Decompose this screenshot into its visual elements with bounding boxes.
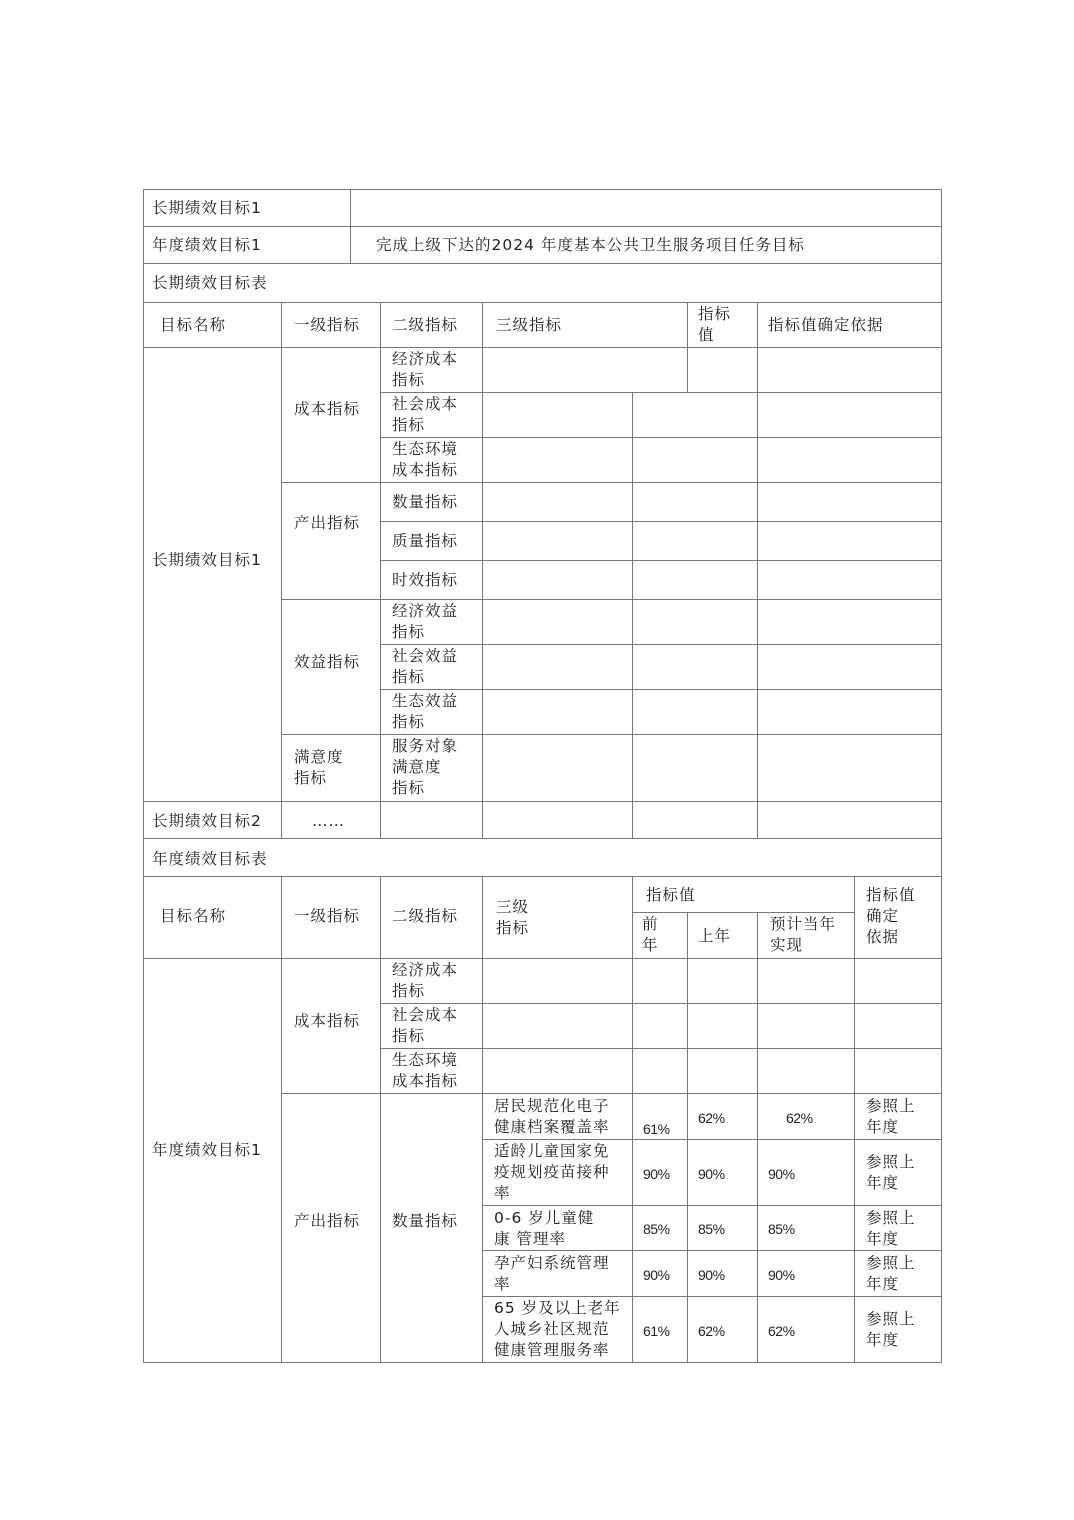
prev-year-value: 85% [643, 1221, 670, 1237]
annual-goal-name: 年度绩效目标1 [152, 1141, 262, 1159]
indicator-name: 0-6 岁儿童健 康 管理率 [494, 1209, 595, 1248]
table-border [143, 189, 144, 1363]
annual-col-level1: 一级指标 [294, 907, 361, 925]
long-level1-satisfaction: 满意度 指标 [294, 748, 344, 787]
basis-text: 参照上 年度 [866, 1153, 916, 1192]
table-rule [854, 876, 855, 1363]
basis-text: 参照上 年度 [866, 1209, 916, 1248]
long-level2-item: 时效指标 [392, 571, 459, 589]
table-rule [482, 1296, 942, 1297]
long-level2-item: 经济效益 指标 [392, 602, 459, 641]
last-year-value: 90% [698, 1166, 725, 1182]
long-table-title: 长期绩效目标表 [152, 274, 268, 292]
long-level1-benefit: 效益指标 [294, 653, 361, 671]
long-level2-item: 服务对象 满意度 指标 [392, 737, 459, 797]
annual-table-title: 年度绩效目标表 [152, 850, 268, 868]
table-rule [482, 1205, 942, 1206]
table-rule [632, 876, 633, 1363]
annual-col-prev-year: 前 年 [642, 915, 659, 954]
long-col-goal-name: 目标名称 [160, 316, 227, 334]
table-rule [380, 437, 942, 438]
indicator-name: 65 岁及以上老年 人城乡社区规范 健康管理服务率 [494, 1299, 621, 1359]
annual-level2-quantity: 数量指标 [392, 1212, 459, 1230]
table-rule [632, 392, 633, 838]
table-rule [632, 912, 854, 913]
long-level2-item: 质量指标 [392, 532, 459, 550]
annual-col-level2: 二级指标 [392, 907, 459, 925]
long-goal2-ellipsis: …… [312, 812, 345, 830]
table-rule [380, 1048, 942, 1049]
table-rule [380, 1003, 942, 1004]
table-rule [687, 302, 688, 392]
table-rule [757, 302, 758, 838]
table-rule [482, 1139, 942, 1140]
long-col-level3: 三级指标 [496, 316, 563, 334]
indicator-name: 适龄儿童国家免 疫规划疫苗接种 率 [494, 1142, 610, 1202]
long-level2-item: 社会成本 指标 [392, 395, 459, 434]
table-rule [380, 876, 381, 1363]
basis-text: 参照上 年度 [866, 1310, 916, 1349]
long-col-level1: 一级指标 [294, 316, 361, 334]
table-rule [143, 347, 942, 348]
annual-goal-text: 完成上级下达的2024 年度基本公共卫生服务项目任务目标 [376, 236, 805, 254]
table-rule [380, 392, 942, 393]
table-rule [380, 560, 942, 561]
annual-col-last-year: 上年 [698, 927, 732, 945]
table-rule [143, 876, 942, 877]
indicator-name: 居民规范化电子 健康档案覆盖率 [494, 1097, 610, 1136]
basis-text: 参照上 年度 [866, 1254, 916, 1293]
table-rule [482, 302, 483, 838]
annual-level1-output: 产出指标 [294, 1212, 361, 1230]
expected-value: 85% [768, 1221, 795, 1237]
long-level1-output: 产出指标 [294, 514, 361, 532]
table-rule [143, 263, 942, 264]
annual-col-goal-name: 目标名称 [160, 907, 227, 925]
long-level2-item: 社会效益 指标 [392, 647, 459, 686]
long-col-level2: 二级指标 [392, 316, 459, 334]
annual-level2-item: 经济成本 指标 [392, 961, 459, 1000]
expected-value: 62% [786, 1110, 813, 1126]
table-rule [482, 876, 483, 1363]
table-rule [143, 838, 942, 839]
expected-value: 90% [768, 1267, 795, 1283]
prev-year-value: 90% [643, 1267, 670, 1283]
last-year-value: 62% [698, 1110, 725, 1126]
table-border [941, 189, 942, 1363]
table-rule [281, 302, 282, 838]
long-goal-label: 长期绩效目标1 [152, 199, 262, 217]
annual-level1-cost: 成本指标 [294, 1012, 361, 1030]
expected-value: 90% [768, 1166, 795, 1182]
long-col-basis: 指标值确定依据 [768, 316, 884, 334]
last-year-value: 85% [698, 1221, 725, 1237]
annual-col-level3: 三级 指标 [496, 898, 530, 937]
long-level1-cost: 成本指标 [294, 400, 361, 418]
expected-value: 62% [768, 1323, 795, 1339]
table-rule [380, 521, 942, 522]
long-col-value: 指标 值 [698, 305, 732, 344]
indicator-name: 孕产妇系统管理 率 [494, 1254, 610, 1293]
table-rule [482, 1250, 942, 1251]
table-rule [281, 482, 942, 483]
prev-year-value: 90% [643, 1166, 670, 1182]
long-level2-item: 数量指标 [392, 493, 459, 511]
table-rule [380, 644, 942, 645]
table-rule [143, 958, 942, 959]
table-rule [281, 876, 282, 1363]
table-border [143, 189, 942, 190]
prev-year-value: 61% [643, 1323, 670, 1339]
table-rule [380, 302, 381, 838]
long-goal-name: 长期绩效目标1 [152, 551, 262, 569]
table-rule [380, 689, 942, 690]
table-rule [281, 1093, 942, 1094]
last-year-value: 62% [698, 1323, 725, 1339]
long-level2-item: 生态效益 指标 [392, 692, 459, 731]
table-rule [143, 801, 942, 802]
table-rule [143, 302, 942, 303]
annual-col-expected: 预计当年 实现 [770, 915, 837, 954]
table-border [143, 1362, 942, 1363]
long-goal2-name: 长期绩效目标2 [152, 812, 262, 830]
annual-level2-item: 社会成本 指标 [392, 1006, 459, 1045]
annual-level2-item: 生态环境 成本指标 [392, 1051, 459, 1090]
annual-col-value-group: 指标值 [646, 886, 696, 904]
long-level2-item: 经济成本 指标 [392, 350, 459, 389]
table-rule [143, 226, 942, 227]
prev-year-value: 61% [643, 1121, 670, 1137]
table-rule [281, 734, 942, 735]
last-year-value: 90% [698, 1267, 725, 1283]
table-rule [281, 599, 942, 600]
annual-col-basis: 指标值 确定 依据 [866, 886, 916, 946]
annual-goal-label: 年度绩效目标1 [152, 236, 262, 254]
long-level2-item: 生态环境 成本指标 [392, 440, 459, 479]
basis-text: 参照上 年度 [866, 1097, 916, 1136]
